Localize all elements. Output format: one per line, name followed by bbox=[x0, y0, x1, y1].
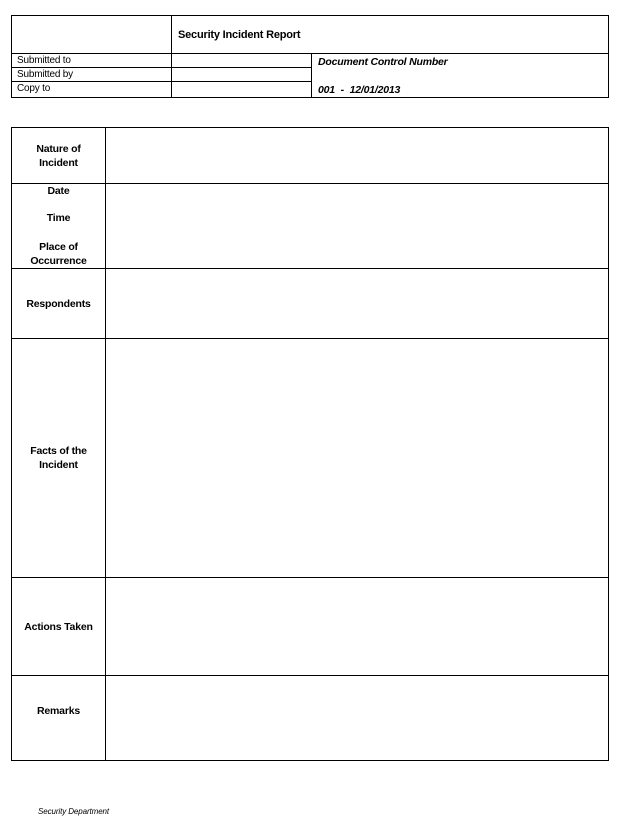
document-control-label: Document Control Number bbox=[318, 56, 448, 68]
page-title: Security Incident Report bbox=[178, 29, 301, 41]
time-label: Time bbox=[46, 212, 71, 224]
date-label: Date bbox=[47, 185, 70, 197]
date-time-place-label bbox=[11, 183, 106, 269]
remarks-label bbox=[11, 675, 106, 761]
copy-to-label: Copy to bbox=[11, 81, 172, 98]
facts-of-incident-text: Facts of the Incident bbox=[30, 445, 87, 471]
logo-cell bbox=[11, 15, 172, 54]
remarks-field[interactable] bbox=[105, 675, 609, 761]
actions-taken-label bbox=[11, 577, 106, 676]
nature-of-incident-label bbox=[11, 127, 106, 184]
place-of-occurrence-label: Place of Occurrence bbox=[30, 241, 87, 267]
date-time-place-field[interactable] bbox=[105, 183, 609, 269]
submitted-to-field[interactable] bbox=[171, 53, 312, 68]
submitted-by-field[interactable] bbox=[171, 67, 312, 82]
respondents-field[interactable] bbox=[105, 268, 609, 339]
title-cell bbox=[171, 15, 609, 54]
copy-to-field[interactable] bbox=[171, 81, 312, 98]
footer-department: Security Department bbox=[38, 807, 110, 816]
respondents-text: Respondents bbox=[26, 297, 91, 310]
facts-of-incident-label bbox=[11, 338, 106, 578]
nature-of-incident-field[interactable] bbox=[105, 127, 609, 184]
facts-of-incident-field[interactable] bbox=[105, 338, 609, 578]
submitted-to-label: Submitted to bbox=[11, 53, 172, 68]
respondents-label bbox=[11, 268, 106, 339]
document-control-cell bbox=[311, 53, 609, 98]
actions-taken-text: Actions Taken bbox=[24, 620, 93, 633]
remarks-text: Remarks bbox=[37, 705, 80, 717]
actions-taken-field[interactable] bbox=[105, 577, 609, 676]
document-control-number: 001 - 12/01/2013 bbox=[318, 84, 401, 96]
nature-of-incident-text: Nature of Incident bbox=[36, 142, 81, 169]
submitted-by-label: Submitted by bbox=[11, 67, 172, 82]
